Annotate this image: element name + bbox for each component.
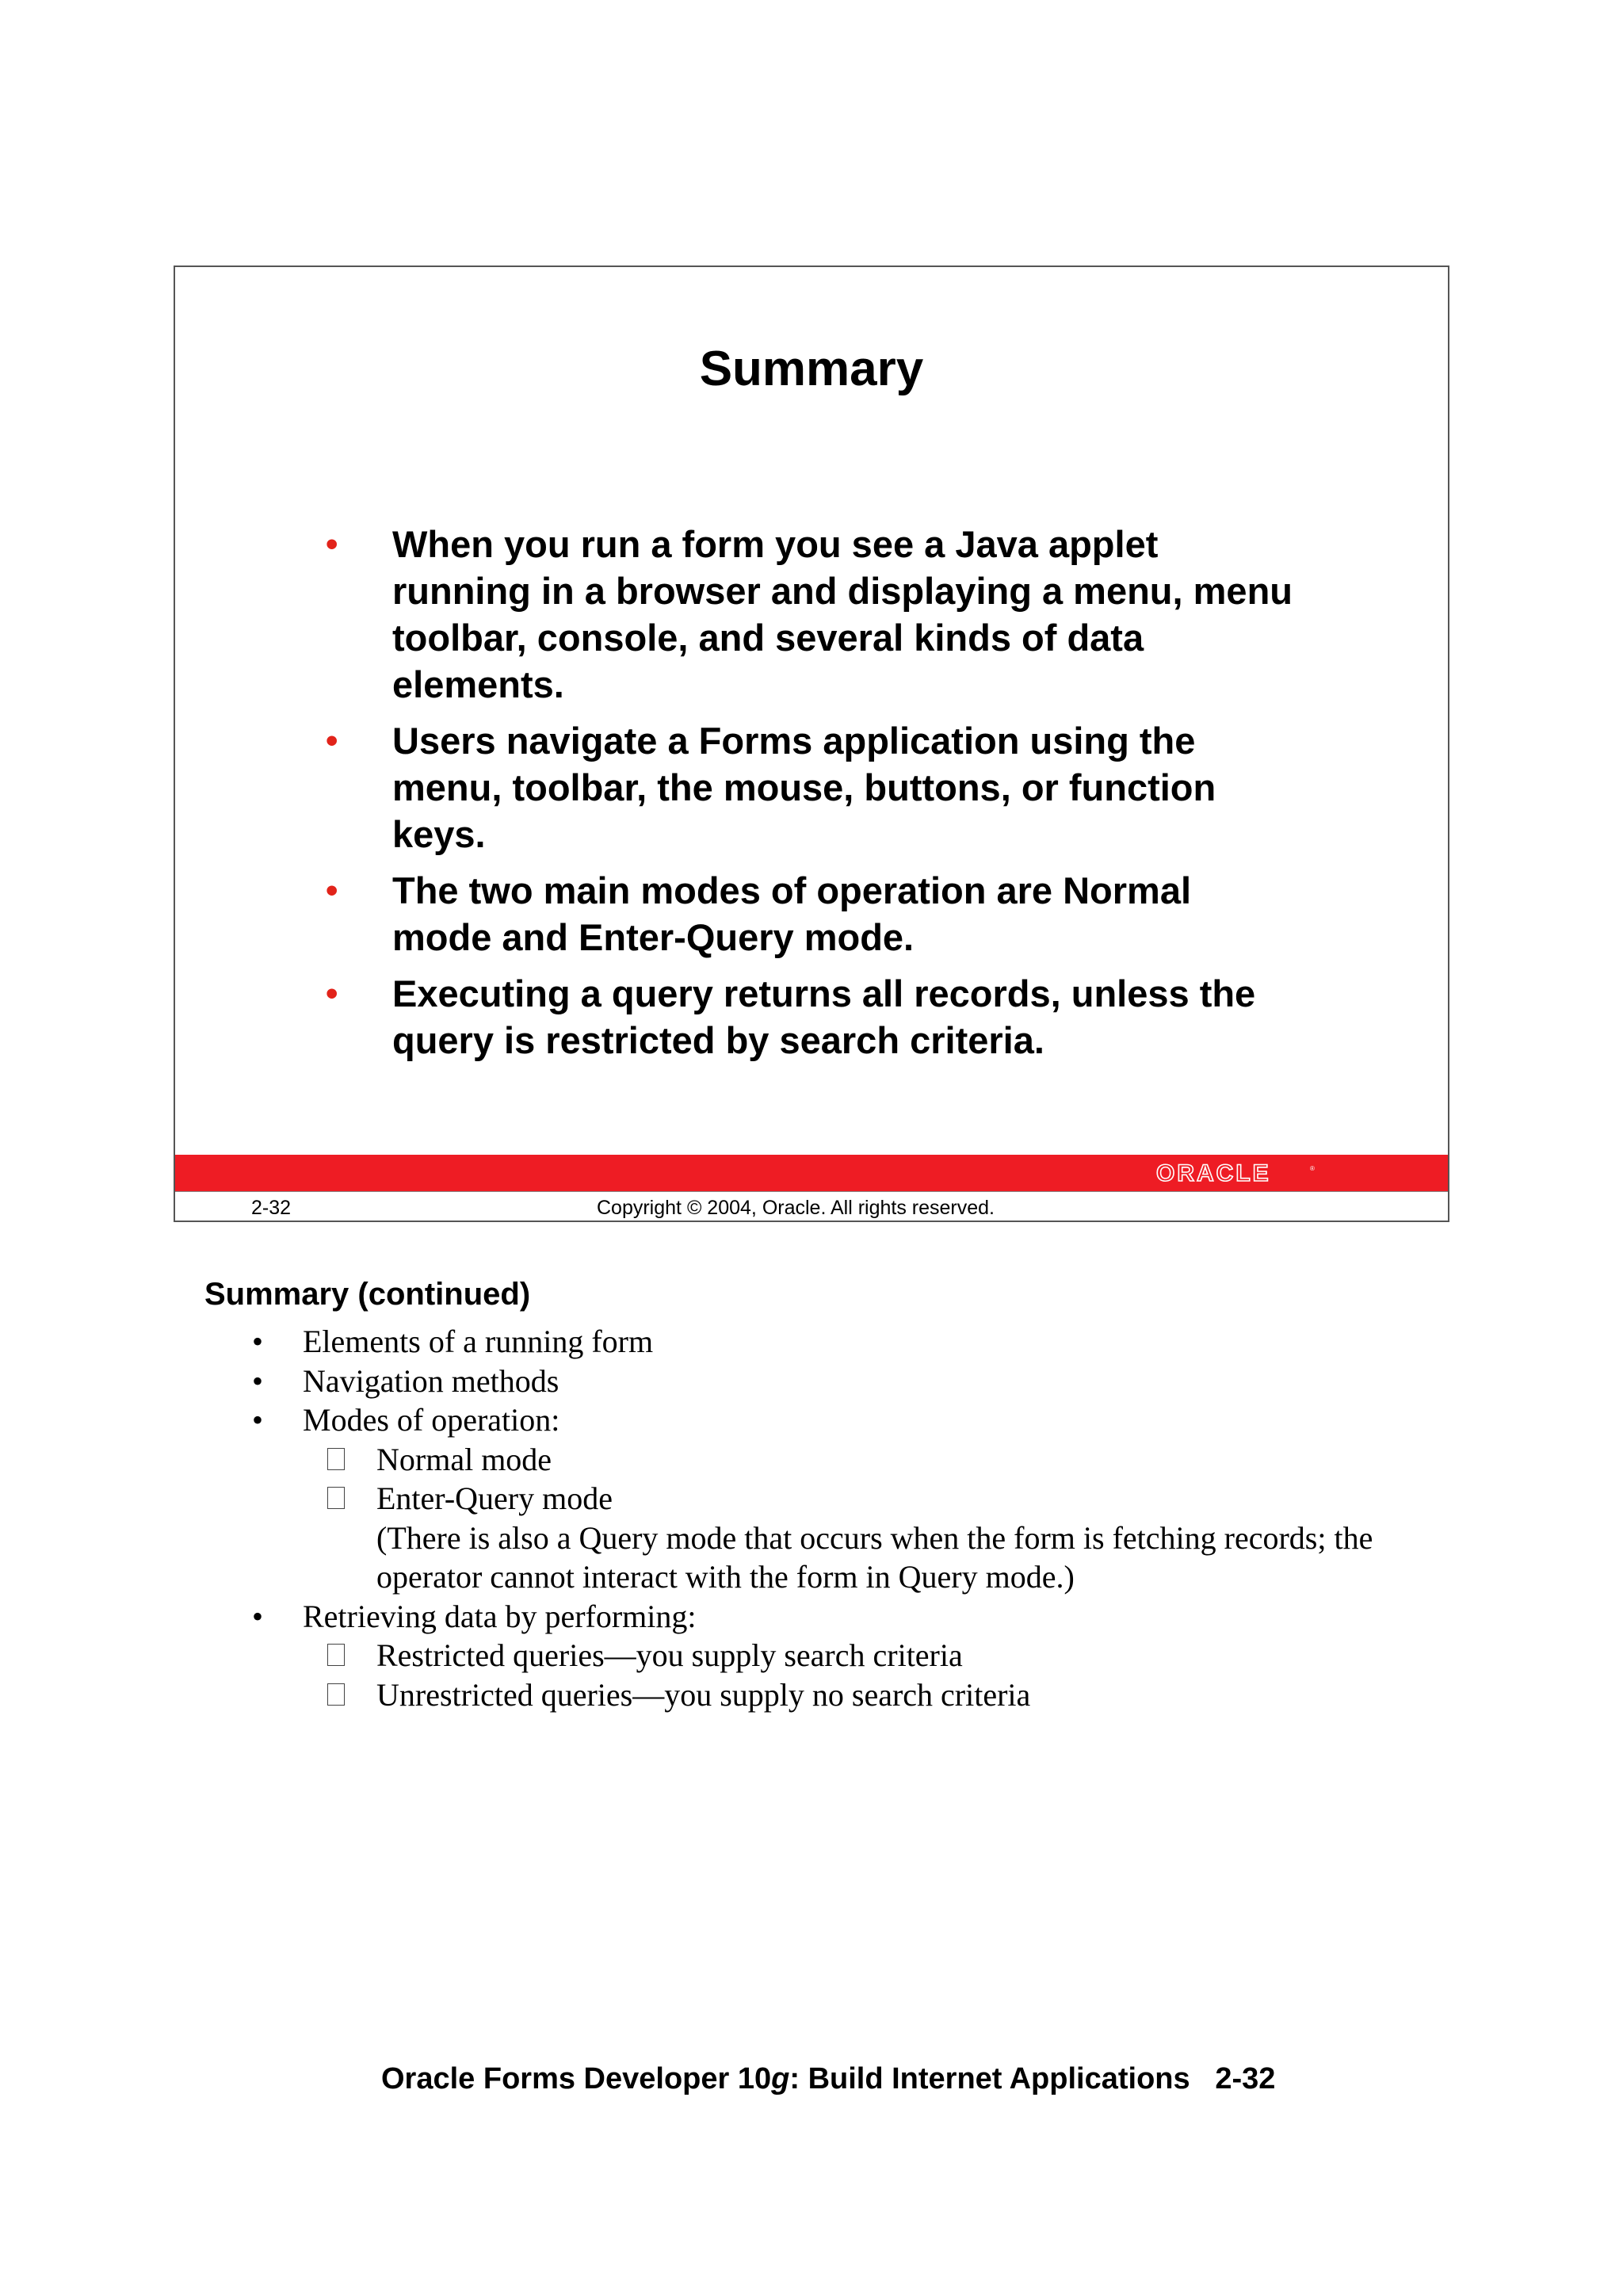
list-item-text: Retrieving data by performing:: [303, 1598, 697, 1634]
notes-heading: Summary (continued): [204, 1277, 531, 1312]
slide-bullet-list: [308, 521, 1370, 1073]
bullet-icon: •: [252, 1324, 264, 1359]
square-bullet-icon: [327, 1487, 345, 1509]
list-item: [0, 1400, 1623, 1440]
slide-title: Summary: [699, 342, 924, 396]
bullet-icon: •: [252, 1362, 264, 1399]
list-item: [0, 1322, 1623, 1362]
square-bullet-icon: [327, 1448, 345, 1470]
slide-footer: [175, 1191, 1448, 1223]
list-item: [0, 1597, 1623, 1637]
slide-bullet-text: The two main modes of operation are Normal mode and Enter-Query mode.: [392, 869, 1192, 958]
slide-bullet-text: Users navigate a Forms application using the menu, toolbar, the mouse, buttons, or function keys.: [392, 720, 1216, 855]
bullet-dot-icon: •: [326, 525, 338, 563]
oracle-logo-text: ORACLE: [1156, 1161, 1271, 1185]
slide-red-bar: [175, 1155, 1448, 1191]
svg-text:®: ®: [1310, 1165, 1315, 1172]
list-item-text: Normal mode: [376, 1441, 552, 1477]
slide-bullet: [308, 521, 1370, 708]
list-item-continuation: [0, 1557, 1623, 1597]
slide-bullet: [308, 717, 1370, 858]
list-item-text: operator cannot interact with the form in Query mode.): [376, 1559, 1075, 1595]
list-item-text: Restricted queries—you supply search criteria: [376, 1637, 963, 1673]
bullet-icon: •: [252, 1598, 264, 1634]
book-title: Oracle Forms Developer 10g: Build Internet Applications 2-32: [381, 2062, 1276, 2095]
list-item-text: (There is also a Query mode that occurs when the form is fetching records; the: [376, 1519, 1373, 1556]
oracle-logo-icon: [1156, 1161, 1315, 1185]
notes-list: [0, 1322, 1623, 1714]
bullet-dot-icon: •: [326, 721, 338, 760]
slide-copyright: Copyright © 2004, Oracle. All rights reserved.: [597, 1197, 995, 1219]
oracle-logo: [1156, 1159, 1315, 1187]
list-item-text: Modes of operation:: [303, 1402, 560, 1438]
slide-bullet-text: Executing a query returns all records, unless the query is restricted by search criteria.: [392, 972, 1256, 1061]
bullet-icon: •: [252, 1402, 264, 1438]
bullet-dot-icon: •: [326, 871, 338, 910]
list-item-text: Elements of a running form: [303, 1324, 654, 1359]
sub-list-item: [0, 1675, 1623, 1715]
sub-list-item: [0, 1636, 1623, 1675]
bullet-dot-icon: •: [326, 974, 338, 1013]
list-item-text: Unrestricted queries—you supply no search criteria: [376, 1676, 1031, 1713]
square-bullet-icon: [327, 1683, 345, 1706]
slide-frame: [174, 266, 1449, 1222]
square-bullet-icon: [327, 1644, 345, 1666]
sub-list-item: [0, 1479, 1623, 1519]
slide-bullet: [308, 867, 1370, 961]
slide-bullet: [308, 970, 1370, 1064]
slide-bullet-text: When you run a form you see a Java applet running in a browser and displaying a menu, menu toolbar, console, and several kinds of data elements.: [392, 523, 1293, 705]
list-item-text: Enter-Query mode: [376, 1480, 613, 1516]
sub-list-item: [0, 1440, 1623, 1480]
page-number: 2-32: [1215, 2062, 1276, 2095]
list-item: [0, 1362, 1623, 1401]
list-item-text: Navigation methods: [303, 1362, 559, 1399]
list-item-continuation: [0, 1519, 1623, 1558]
slide-number: 2-32: [251, 1197, 292, 1219]
